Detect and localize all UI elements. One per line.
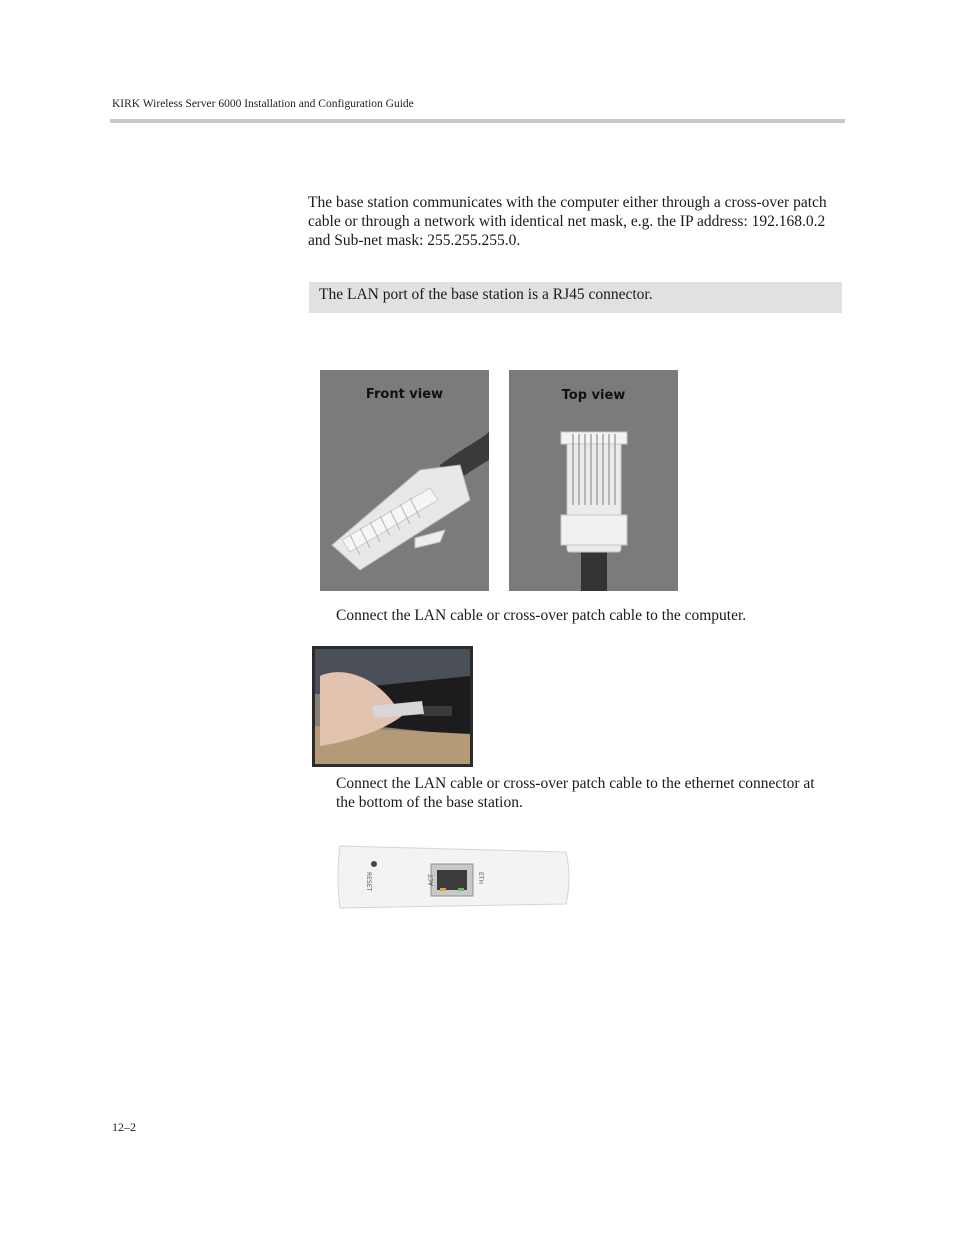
base-station-photo — [336, 842, 574, 910]
note-text: The LAN port of the base station is a RJ45 connector. — [319, 286, 653, 303]
reset-label: RESET — [365, 872, 372, 892]
eth-label: ETH — [477, 872, 484, 884]
step-connect-computer: Connect the LAN cable or cross-over patch cable to the computer. — [336, 607, 747, 624]
page-number: 12–2 — [112, 1120, 136, 1134]
laptop-connection-photo — [312, 646, 473, 767]
rj45-front-view-photo — [320, 370, 489, 591]
step-connect-base-station: Connect the LAN cable or cross-over patch cable to the ethernet connector at the bottom of the base station. — [336, 775, 815, 811]
note-box — [309, 282, 842, 313]
laptop-photo-illustration — [312, 646, 473, 767]
rj45-top-view-photo — [509, 370, 678, 591]
intro-paragraph: The base station communicates with the computer either through a cross-over patch cable or through a network with identical net mask, e.g. the IP address: 192.168.0.2 and Sub-net mask: 255.255.255.0. — [308, 194, 827, 249]
rj45-top-illustration — [509, 370, 678, 591]
running-header: KIRK Wireless Server 6000 Installation and Configuration Guide — [112, 98, 414, 110]
rj45-front-illustration — [320, 370, 489, 591]
front-view-label: Front view — [365, 387, 444, 402]
act-label: ACT — [428, 874, 435, 886]
header-rule — [110, 119, 845, 123]
top-view-label: Top view — [561, 388, 626, 403]
